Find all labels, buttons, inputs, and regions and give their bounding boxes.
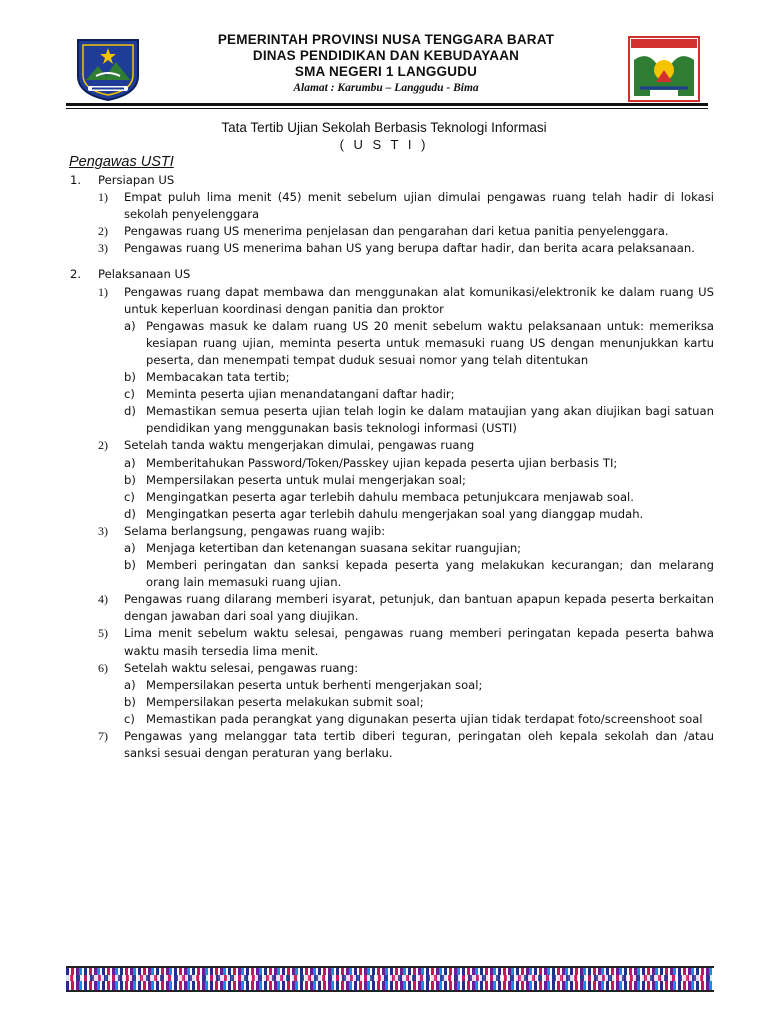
item-text: Pengawas ruang dapat membawa dan menggunakan alat komunikasi/elektronik ke dalam ruang US untuk keperluan koordinasi dengan panitia dan proktor <box>124 284 714 316</box>
section-label: Persiapan US <box>98 173 175 187</box>
letterhead-address: Alamat : Karumbu – Langgudu - Bima <box>293 82 479 94</box>
item-text: Pengawas ruang US menerima bahan US yang berupa daftar hadir, dan berita acara pelaksanaan. <box>124 241 695 256</box>
list-item <box>0 660 768 677</box>
sub-item-text: Mempersilakan peserta melakukan submit soal; <box>146 694 424 709</box>
ntb-province-emblem-icon <box>70 36 146 102</box>
sub-item-letter: a) <box>124 318 136 333</box>
item-text: Setelah waktu selesai, pengawas ruang: <box>124 660 359 675</box>
document-subtitle: ( U S T I ) <box>339 137 429 152</box>
sub-item-text: Mempersilakan peserta untuk mulai mengerjakan soal; <box>146 472 466 487</box>
section-label: Pelaksanaan US <box>98 267 191 282</box>
sub-item-letter: a) <box>124 455 136 470</box>
sub-item-text: Mengingatkan peserta agar terlebih dahulu mengerjakan soal yang dianggap mudah. <box>146 506 644 521</box>
item-number: 3) <box>98 241 108 256</box>
item-text: Lima menit sebelum waktu selesai, pengawas ruang memberi peringatan kepada peserta bahwa waktu masih tersedia lima menit. <box>124 626 714 658</box>
section-number: 2. <box>70 267 82 282</box>
sub-item-text: Memastikan pada perangkat yang digunakan peserta ujian tidak terdapat foto/screenshoot soal <box>146 711 703 726</box>
sub-list-item <box>0 540 768 557</box>
sub-item-text: Memastikan semua peserta ujian telah login ke dalam mataujian yang akan diujikan bagi satuan pendidikan yang menggunakan basis teknologi informasi (USTI) <box>146 404 714 436</box>
item-number: 3) <box>98 523 108 538</box>
item-number: 2) <box>98 438 108 453</box>
list-item <box>0 625 768 659</box>
item-number: 1) <box>98 284 108 299</box>
list-item <box>0 189 768 223</box>
sub-item-letter: b) <box>124 370 136 385</box>
letterhead-rule-thick <box>66 103 708 106</box>
school-logo-icon <box>628 36 700 102</box>
sub-list-item <box>0 489 768 506</box>
item-text: Empat puluh lima menit (45) menit sebelum ujian dimulai pengawas ruang telah hadir di lokasi sekolah penyelenggara <box>124 190 714 222</box>
sub-list-item <box>0 318 768 369</box>
rules-body <box>0 172 768 762</box>
item-number: 2) <box>98 224 108 239</box>
sub-list-item <box>0 472 768 489</box>
letterhead-rule-thin <box>66 108 708 109</box>
list-item <box>0 523 768 540</box>
item-number: 5) <box>98 626 108 641</box>
list-item <box>0 728 768 762</box>
sub-item-letter: a) <box>124 677 136 692</box>
sub-item-text: Memberitahukan Password/Token/Passkey ujian kepada peserta ujian berbasis TI; <box>146 455 618 470</box>
sub-item-letter: c) <box>124 711 135 726</box>
sub-item-letter: b) <box>124 694 136 709</box>
sub-list-item <box>0 694 768 711</box>
list-item <box>0 437 768 454</box>
sub-item-letter: b) <box>124 472 136 487</box>
letterhead-school: SMA NEGERI 1 LANGGUDU <box>294 64 478 79</box>
item-text: Pengawas ruang US menerima penjelasan dan pengarahan dari ketua panitia penyelenggara. <box>124 224 669 239</box>
letterhead-government: PEMERINTAH PROVINSI NUSA TENGGARA BARAT <box>217 32 555 47</box>
sub-item-letter: d) <box>124 404 136 419</box>
sub-item-text: Mempersilakan peserta untuk berhenti mengerjakan soal; <box>146 677 483 692</box>
document-title: Tata Tertib Ujian Sekolah Berbasis Teknologi Informasi <box>221 120 547 135</box>
section-number: 1. <box>70 173 82 187</box>
sub-item-letter: c) <box>124 387 135 402</box>
sub-list-item <box>0 386 768 403</box>
item-number: 4) <box>98 592 108 607</box>
sub-item-text: Menjaga ketertiban dan ketenangan suasana sekitar ruangujian; <box>146 540 522 555</box>
letterhead-department: DINAS PENDIDIKAN DAN KEBUDAYAAN <box>252 48 520 63</box>
item-text: Pengawas ruang dilarang memberi isyarat, petunjuk, dan bantuan apapun kepada peserta berkaitan dengan jawaban dari soal yang diujikan. <box>124 592 714 624</box>
sub-item-text: Pengawas masuk ke dalam ruang US 20 menit sebelum waktu pelaksanaan untuk: memeriksa kesiapan ruang ujian, meminta peserta untuk memasuki ruang US dengan menunjukkan kartu peserta, dan menempati tempat duduk sesuai nomor yang telah ditentukan <box>146 318 714 367</box>
sub-list-item <box>0 557 768 591</box>
sub-item-text: Meminta peserta ujian menandatangani daftar hadir; <box>146 387 455 402</box>
sub-list-item <box>0 403 768 437</box>
sub-list-item <box>0 369 768 386</box>
sub-item-text: Memberi peringatan dan sanksi kepada peserta yang melakukan kecurangan; dan melarang orang lain memasuki ruang ujian. <box>146 558 714 590</box>
section-item <box>0 266 768 283</box>
item-number: 7) <box>98 729 108 743</box>
sub-list-item <box>0 677 768 694</box>
item-text: Selama berlangsung, pengawas ruang wajib: <box>124 523 386 538</box>
letterhead-text <box>166 32 606 96</box>
list-item <box>0 284 768 318</box>
section-heading: Pengawas USTI <box>69 154 174 170</box>
item-number: 1) <box>98 190 108 205</box>
sub-item-letter: d) <box>124 506 136 521</box>
sub-item-text: Mengingatkan peserta agar terlebih dahulu membaca petunjukcara menjawab soal. <box>146 489 634 504</box>
letterhead <box>66 32 706 104</box>
sub-list-item <box>0 506 768 523</box>
sub-item-text: Membacakan tata tertib; <box>146 370 290 385</box>
list-item <box>0 240 768 257</box>
sub-list-item <box>0 455 768 472</box>
sub-item-letter: c) <box>124 489 135 504</box>
sub-item-letter: a) <box>124 540 136 555</box>
item-text: Pengawas yang melanggar tata tertib diberi teguran, peringatan oleh kepala sekolah dan /atau sanksi sesuai dengan peraturan yang berlaku. <box>124 729 714 761</box>
section-item <box>0 172 768 189</box>
list-item <box>0 223 768 240</box>
item-text: Setelah tanda waktu mengerjakan dimulai, pengawas ruang <box>124 438 475 453</box>
list-item <box>0 591 768 625</box>
sub-item-letter: b) <box>124 558 136 573</box>
sub-list-item <box>0 711 768 728</box>
footer-ornament-band <box>66 966 714 992</box>
item-number: 6) <box>98 660 108 675</box>
